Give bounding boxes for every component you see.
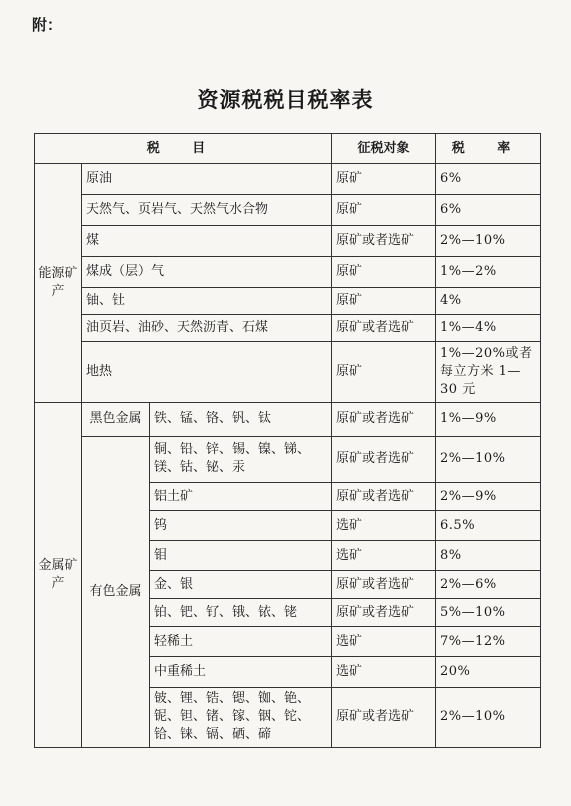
table-row: [35, 257, 541, 288]
object-cell: 原矿或者选矿: [332, 687, 436, 747]
item-cell: 金、银: [150, 571, 332, 599]
table-row: [35, 314, 541, 341]
table-row: [35, 226, 541, 257]
item-cell: 钨: [150, 511, 332, 541]
item-cell: 铍、锂、锆、锶、铷、铯、铌、钽、锗、镓、铟、铊、铪、铼、镉、硒、碲: [150, 687, 332, 747]
annex-label: 附：: [32, 16, 63, 34]
object-cell: 原矿或者选矿: [332, 483, 436, 511]
table-row: [35, 436, 541, 482]
item-cell: 地热: [82, 341, 332, 402]
rate-cell: 20%: [436, 656, 541, 687]
header-item: 税 目: [35, 134, 332, 164]
item-cell: 原油: [82, 164, 332, 195]
object-cell: 原矿或者选矿: [332, 402, 436, 436]
rate-cell: 2%—10%: [436, 436, 541, 482]
rate-cell: 2%—6%: [436, 571, 541, 599]
rate-cell: 4%: [436, 288, 541, 314]
object-cell: 原矿或者选矿: [332, 226, 436, 257]
object-cell: 原矿: [332, 288, 436, 314]
object-cell: 选矿: [332, 541, 436, 571]
item-cell: 油页岩、油砂、天然沥青、石煤: [82, 314, 332, 341]
item-cell: 煤: [82, 226, 332, 257]
object-cell: 选矿: [332, 656, 436, 687]
table-row: [35, 402, 541, 436]
object-cell: 原矿或者选矿: [332, 599, 436, 627]
subcategory-ferrous: 黑色金属: [82, 402, 150, 436]
page-title: 资源税税目税率表: [197, 88, 374, 112]
item-cell: 中重稀土: [150, 656, 332, 687]
table-row: [35, 341, 541, 402]
object-cell: 原矿或者选矿: [332, 314, 436, 341]
category-energy: 能源矿产: [35, 164, 82, 403]
rate-cell: 6%: [436, 164, 541, 195]
item-cell: 煤成（层）气: [82, 257, 332, 288]
item-cell: 铜、铅、锌、锡、镍、锑、镁、钴、铋、汞: [150, 436, 332, 482]
item-cell: 铁、锰、铬、钒、钛: [150, 402, 332, 436]
item-cell: 铀、钍: [82, 288, 332, 314]
category-metal: 金属矿产: [35, 402, 82, 747]
object-cell: 原矿: [332, 164, 436, 195]
rate-cell: 6%: [436, 195, 541, 226]
object-cell: 原矿: [332, 195, 436, 226]
table-row: [35, 164, 541, 195]
tax-rate-table: [34, 133, 541, 748]
table-header-row: [35, 134, 541, 164]
table-row: [35, 195, 541, 226]
rate-cell: 5%—10%: [436, 599, 541, 627]
item-cell: 天然气、页岩气、天然气水合物: [82, 195, 332, 226]
object-cell: 选矿: [332, 627, 436, 656]
object-cell: 原矿: [332, 341, 436, 402]
object-cell: 选矿: [332, 511, 436, 541]
table-row: [35, 288, 541, 314]
rate-cell: 6.5%: [436, 511, 541, 541]
object-cell: 原矿或者选矿: [332, 436, 436, 482]
header-rate: 税 率: [436, 134, 541, 164]
rate-cell: 2%—9%: [436, 483, 541, 511]
header-object: 征税对象: [332, 134, 436, 164]
rate-cell: 7%—12%: [436, 627, 541, 656]
rate-cell: 1%—20%或者每立方米 1—30 元: [436, 341, 541, 402]
rate-cell: 2%—10%: [436, 226, 541, 257]
rate-cell: 8%: [436, 541, 541, 571]
rate-cell: 2%—10%: [436, 687, 541, 747]
rate-cell: 1%—9%: [436, 402, 541, 436]
object-cell: 原矿或者选矿: [332, 571, 436, 599]
item-cell: 铝土矿: [150, 483, 332, 511]
rate-cell: 1%—4%: [436, 314, 541, 341]
item-cell: 轻稀土: [150, 627, 332, 656]
rate-cell: 1%—2%: [436, 257, 541, 288]
item-cell: 铂、钯、钌、锇、铱、铑: [150, 599, 332, 627]
object-cell: 原矿: [332, 257, 436, 288]
item-cell: 钼: [150, 541, 332, 571]
subcategory-nonferrous: 有色金属: [82, 436, 150, 747]
